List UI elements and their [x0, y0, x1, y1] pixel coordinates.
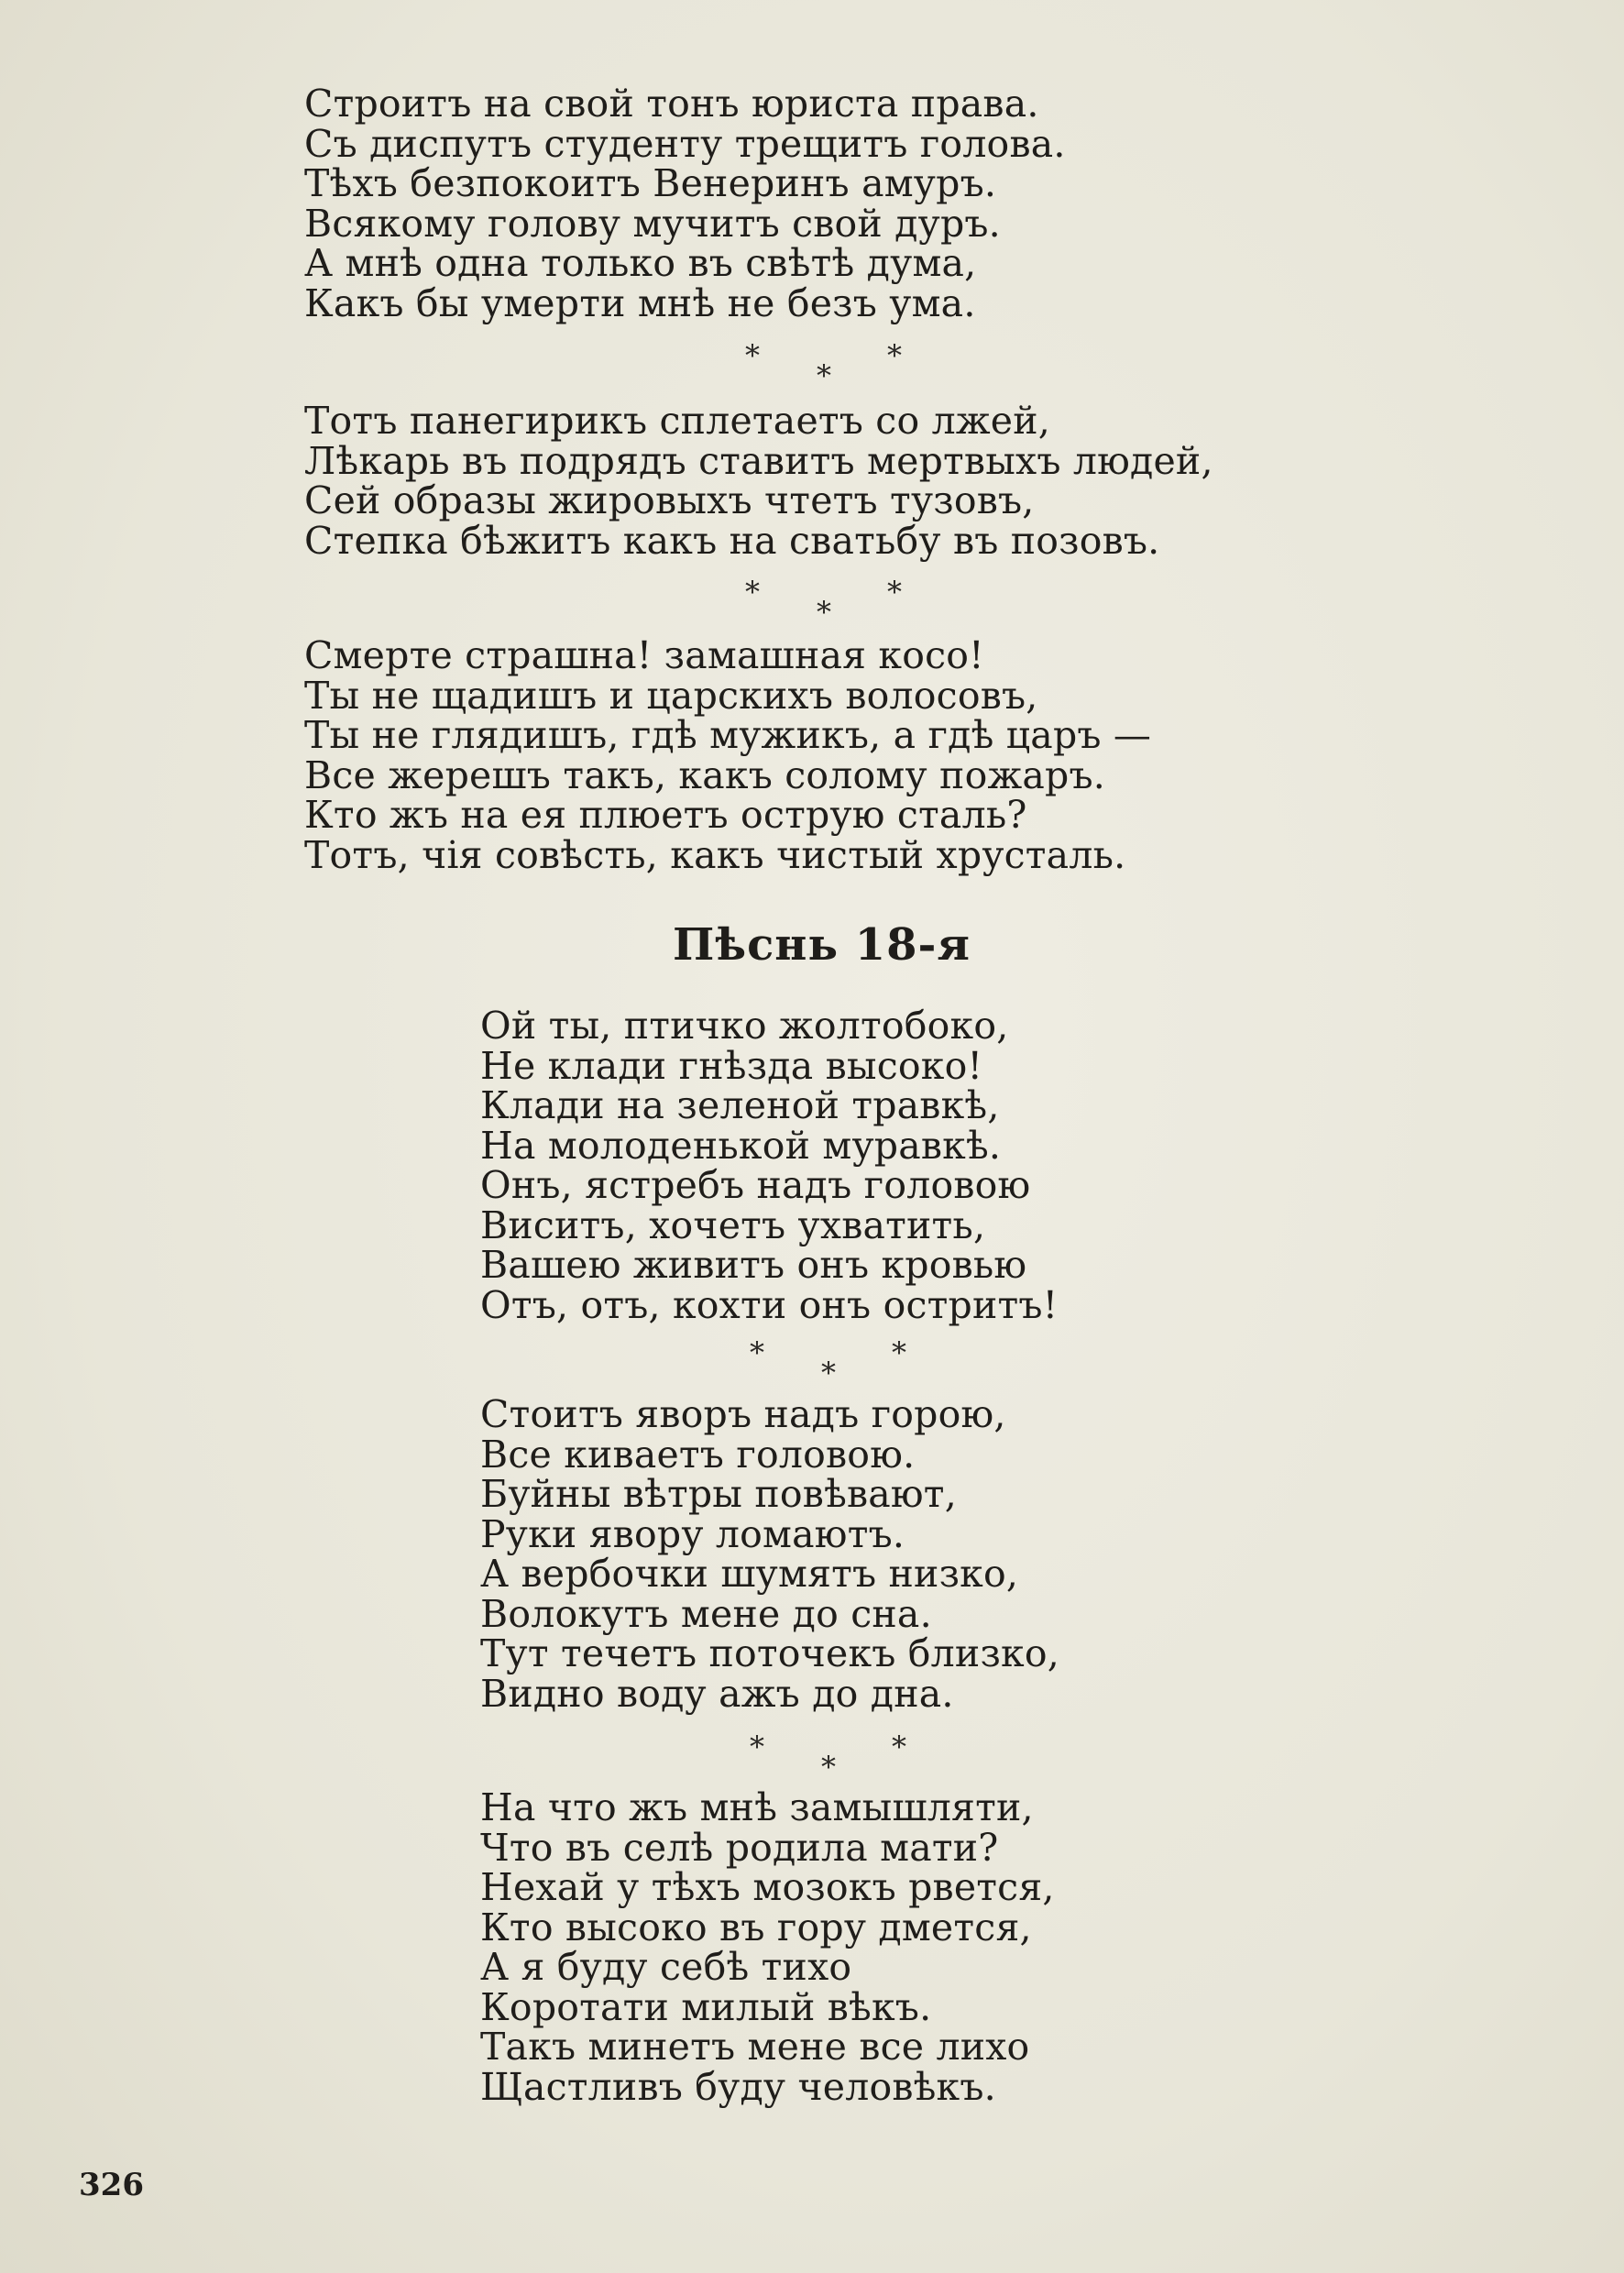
- asterisk: *: [817, 595, 831, 630]
- verse-line: Тут течетъ поточекъ близко,: [480, 1631, 1059, 1675]
- verse-line: Степка бѣжитъ какъ на сватьбу въ позовъ.: [304, 518, 1160, 563]
- asterisk: *: [821, 1356, 836, 1390]
- verse-line: Не клади гнѣзда высоко!: [480, 1043, 983, 1088]
- verse-line: Сей образы жировыхъ чтетъ тузовъ,: [304, 478, 1035, 522]
- verse-line: Все жерешъ такъ, какъ солому пожаръ.: [304, 752, 1105, 797]
- verse-line: Лѣкарь въ подрядъ ставитъ мертвыхъ людей,: [304, 438, 1213, 483]
- stanza-4: [480, 1006, 1058, 1325]
- verse-line: Коротати милый вѣкъ.: [480, 1984, 932, 2029]
- stanza-3: [304, 633, 1152, 877]
- stanza-1: [304, 84, 1066, 324]
- verse-line: Виситъ, хочетъ ухватить,: [480, 1202, 986, 1247]
- song-title: Пѣснь 18-я: [673, 919, 971, 971]
- asterism-separator: [750, 1729, 906, 1784]
- verse-line: Тѣхъ безпокоитъ Венеринъ амуръ.: [304, 161, 997, 205]
- verse-line: Онъ, ястребъ надъ головою: [480, 1163, 1031, 1207]
- asterism-separator: [745, 575, 902, 630]
- asterisk: *: [745, 575, 760, 609]
- stanza-2: [304, 401, 1213, 561]
- verse-line: На молоденькой муравкѣ.: [480, 1123, 1002, 1168]
- verse-line: Строитъ на свой тонъ юриста права.: [304, 82, 1039, 126]
- verse-line: Ой ты, птичко жолтобоко,: [480, 1004, 1009, 1048]
- verse-line: А вербочки шумятъ низко,: [480, 1552, 1019, 1596]
- asterisk: *: [892, 1335, 906, 1370]
- stanza-6: [480, 1785, 1055, 2109]
- asterisk: *: [750, 1335, 764, 1370]
- verse-line: На что жъ мнѣ замышляти,: [480, 1785, 1034, 1829]
- verse-line: Ты не щадишъ и царскихъ волосовъ,: [304, 673, 1038, 718]
- verse-line: Отъ, отъ, кохти онъ остритъ!: [480, 1282, 1059, 1327]
- verse-line: Кто жъ на ея плюетъ острую сталь?: [304, 793, 1027, 837]
- verse-line: Такъ минетъ мене все лихо: [480, 2025, 1030, 2069]
- verse-line: Съ диспутъ студенту трещитъ голова.: [304, 121, 1066, 166]
- verse-line: Тотъ панегирикъ сплетаетъ со лжей,: [304, 399, 1050, 443]
- verse-line: А я буду себѣ тихо: [480, 1945, 852, 1989]
- page-number: 326: [79, 2167, 144, 2203]
- verse-line: Буйны вѣтры повѣвают,: [480, 1472, 957, 1516]
- asterism-separator: [750, 1335, 906, 1390]
- verse-line: Какъ бы умерти мнѣ не безъ ума.: [304, 280, 976, 325]
- asterism-separator: [745, 338, 902, 393]
- verse-line: Клади на зеленой травкѣ,: [480, 1083, 1000, 1127]
- verse-line: Щастливъ буду человѣкъ.: [480, 2064, 996, 2109]
- verse-line: Ты не глядишъ, гдѣ мужикъ, а гдѣ царъ —: [304, 713, 1152, 757]
- verse-line: Все киваетъ головою.: [480, 1432, 916, 1477]
- asterisk: *: [745, 338, 760, 373]
- verse-line: Смерте страшна! замашная косо!: [304, 633, 984, 677]
- verse-line: А мнѣ одна только въ свѣтѣ дума,: [304, 241, 977, 285]
- verse-line: Нехай у тѣхъ мозокъ рвется,: [480, 1865, 1055, 1909]
- verse-line: Всякому голову мучитъ свой дуръ.: [304, 201, 1001, 246]
- verse-line: Волокутъ мене до сна.: [480, 1591, 932, 1636]
- asterisk: *: [821, 1750, 836, 1784]
- asterisk: *: [892, 1729, 906, 1764]
- verse-line: Руки явору ломаютъ.: [480, 1511, 905, 1556]
- verse-line: Видно воду ажъ до дна.: [480, 1671, 954, 1716]
- verse-line: Стоитъ яворъ надъ горою,: [480, 1392, 1006, 1436]
- verse-line: Кто высоко въ гору дмется,: [480, 1905, 1032, 1949]
- asterisk: *: [887, 338, 902, 373]
- asterisk: *: [887, 575, 902, 609]
- verse-line: Вашею живитъ онъ кровью: [480, 1243, 1027, 1287]
- verse-line: Что въ селѣ родила мати?: [480, 1825, 999, 1870]
- asterisk: *: [750, 1729, 764, 1764]
- asterisk: *: [817, 358, 831, 393]
- stanza-5: [480, 1392, 1059, 1716]
- verse-line: Тотъ, чія совѣсть, какъ чистый хрусталь.: [304, 832, 1126, 877]
